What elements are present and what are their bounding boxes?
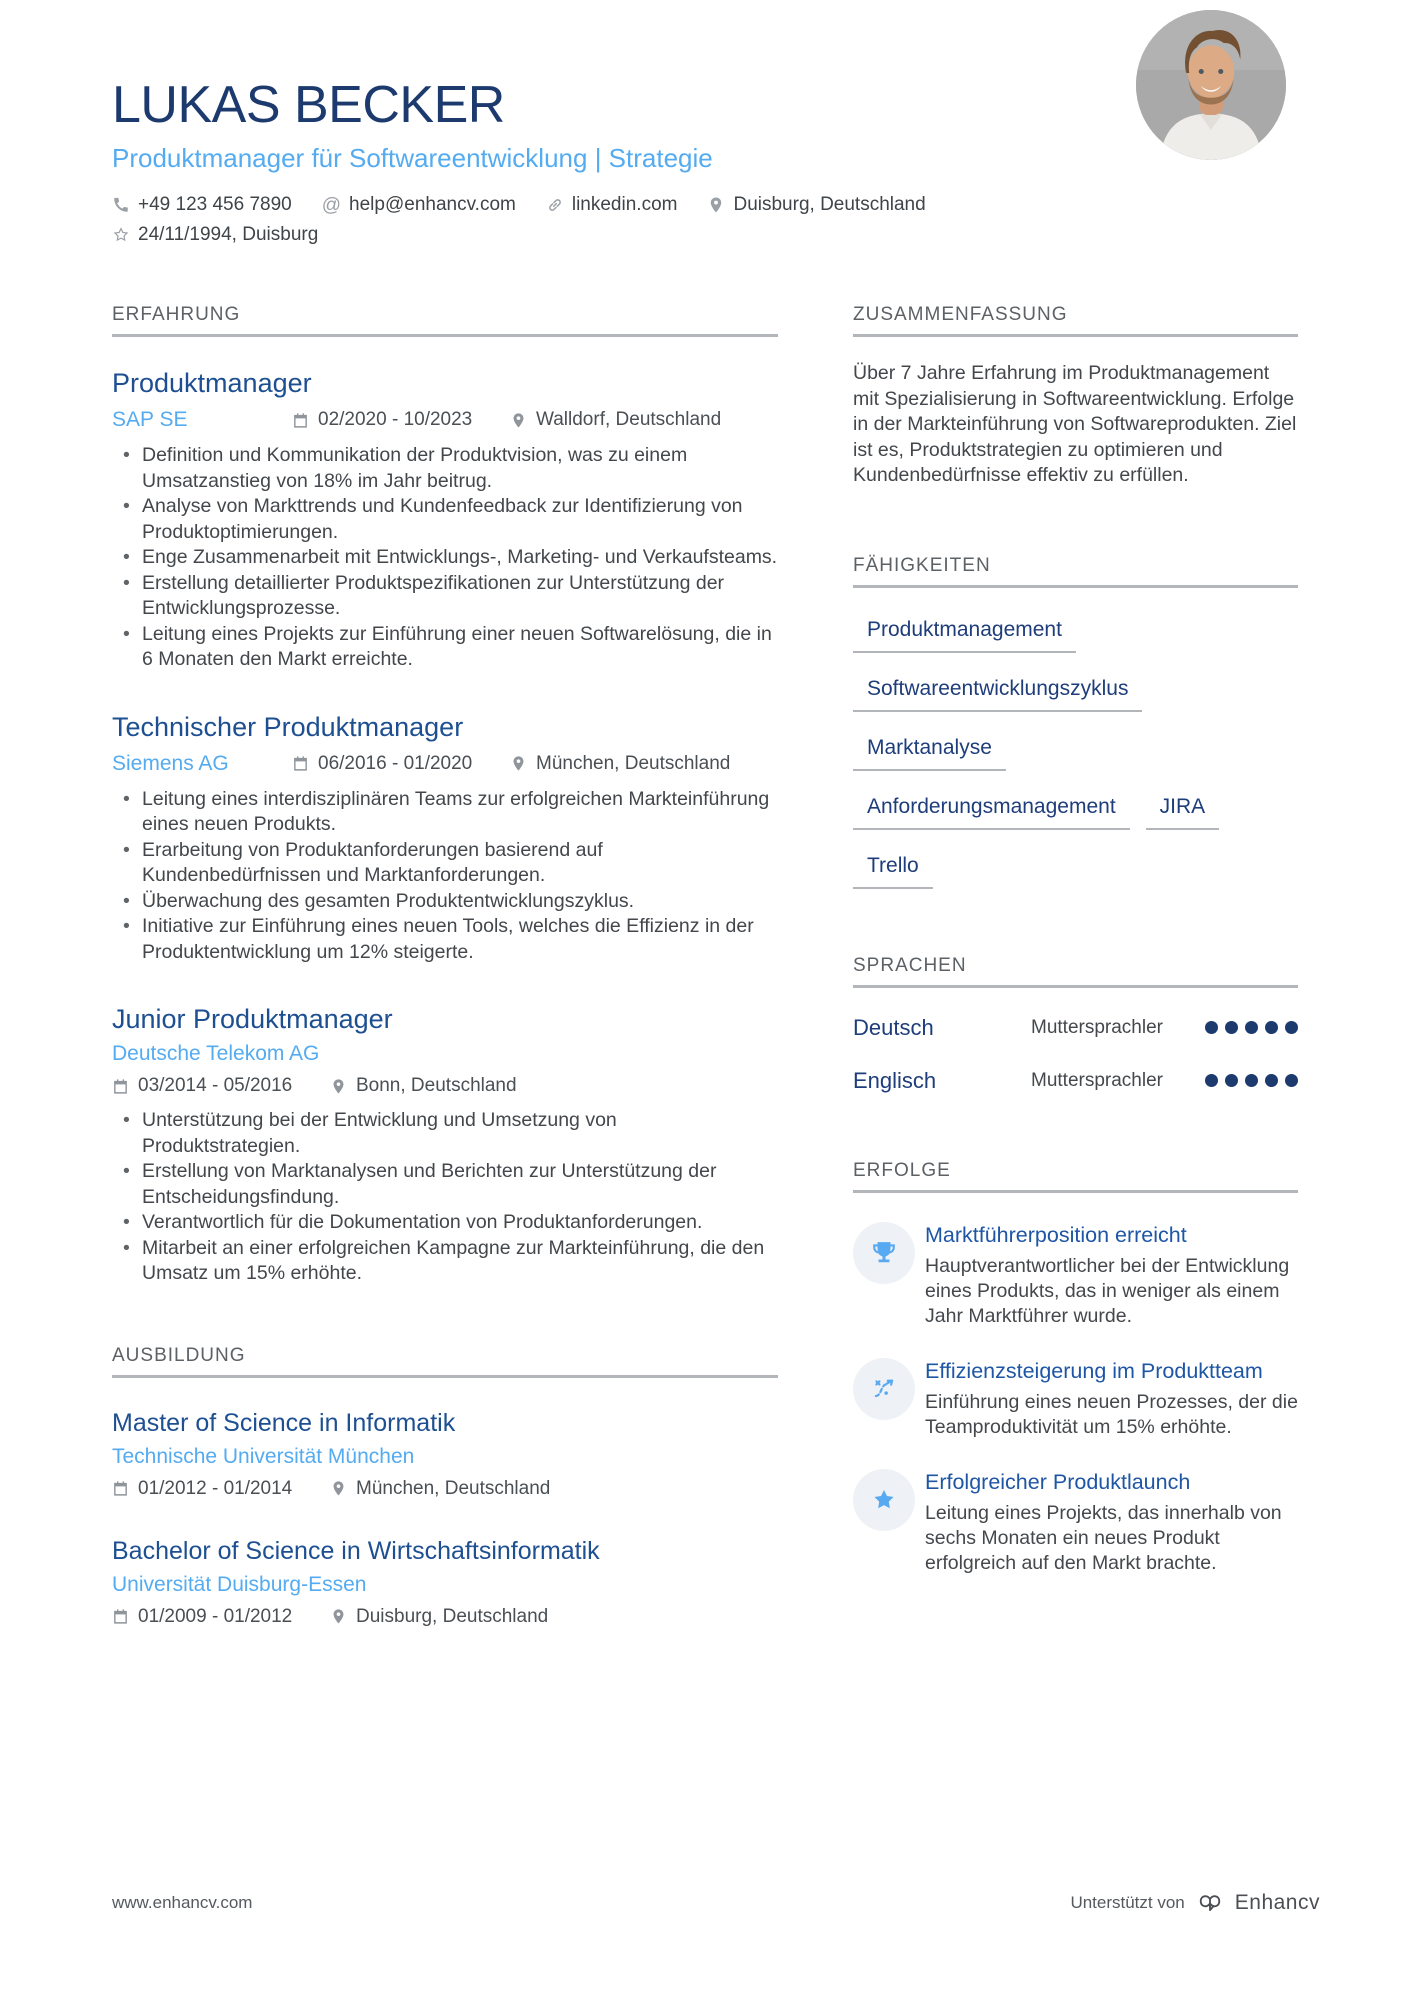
skill-tag: JIRA xyxy=(1146,771,1220,830)
calendar-icon xyxy=(112,1480,129,1497)
achievement-entry xyxy=(853,1222,1298,1329)
degree-entry xyxy=(112,1536,778,1628)
rating-dot xyxy=(1265,1074,1278,1087)
contact-info xyxy=(112,192,1298,248)
phone-number: +49 123 456 7890 xyxy=(138,194,292,215)
achievement-title: Marktführerposition erreicht xyxy=(925,1222,1187,1247)
languages-section xyxy=(853,955,1298,1094)
bullet-item: • Unterstützung bei der Entwicklung und Umsetzung von Produktstrategien. xyxy=(112,1108,778,1159)
language-level: Muttersprachler xyxy=(1031,1069,1163,1091)
language-row xyxy=(853,1015,1298,1041)
achievements-section xyxy=(853,1160,1298,1576)
company-name: Deutsche Telekom AG xyxy=(112,1042,320,1065)
school-name: Universität Duisburg-Essen xyxy=(112,1572,367,1596)
summary-section xyxy=(853,304,1298,489)
contact-phone xyxy=(112,192,292,218)
powered-by-label: Unterstützt von xyxy=(1070,1893,1185,1912)
location-text: Duisburg, Deutschland xyxy=(733,194,926,215)
bullet-item: • Enge Zusammenarbeit mit Entwicklungs-, Marketing- und Verkaufsteams. xyxy=(112,545,778,571)
location-icon xyxy=(707,196,725,214)
skills-heading: FÄHIGKEITEN xyxy=(853,555,1298,588)
bullet-item: • Initiative zur Einführung eines neuen Tools, welches die Effizienz in der Produktentwicklung um 12% steigerte. xyxy=(112,914,778,965)
bullet-item: • Erstellung von Marktanalysen und Berichten zur Unterstützung der Entscheidungsfindung. xyxy=(112,1159,778,1210)
right-column xyxy=(853,304,1298,1628)
calendar-icon xyxy=(292,755,309,772)
linkedin-link[interactable]: linkedin.com xyxy=(571,194,678,215)
achievement-entry xyxy=(853,1358,1298,1440)
bullet-item: • Mitarbeit an einer erfolgreichen Kampagne zur Markteinführung, die den Umsatz um 15% erhöhte. xyxy=(112,1236,778,1287)
job-dates: 02/2020 - 10/2023 xyxy=(292,409,510,431)
skill-tag: Produktmanagement xyxy=(853,594,1076,653)
skill-tag: Trello xyxy=(853,830,933,889)
language-row xyxy=(853,1068,1298,1094)
job-location: Bonn, Deutschland xyxy=(330,1075,517,1097)
degree-title: Bachelor of Science in Wirtschaftsinformatik xyxy=(112,1536,600,1565)
experience-section xyxy=(112,304,778,1287)
email-address[interactable]: help@enhancv.com xyxy=(349,194,516,215)
job-dates: 03/2014 - 05/2016 xyxy=(112,1075,330,1097)
company-name: SAP SE xyxy=(112,408,188,431)
column-gap xyxy=(778,304,853,1628)
bullet-item: • Erarbeitung von Produktanforderungen basierend auf Kundenbedürfnissen und Marktanforderungen. xyxy=(112,838,778,889)
enhancv-brand: Enhancv xyxy=(1234,1891,1320,1914)
footer-website[interactable]: www.enhancv.com xyxy=(112,1893,253,1912)
bullet-item: • Verantwortlich für die Dokumentation von Produktanforderungen. xyxy=(112,1210,778,1236)
rating-dot xyxy=(1285,1021,1298,1034)
job-dates: 06/2016 - 01/2020 xyxy=(292,753,510,775)
experience-heading: ERFAHRUNG xyxy=(112,304,778,337)
phone-icon xyxy=(112,196,130,214)
achievement-title: Effizienzsteigerung im Produktteam xyxy=(925,1358,1263,1383)
job-entry xyxy=(112,1003,778,1287)
rating-dot xyxy=(1205,1021,1218,1034)
degree-entry xyxy=(112,1408,778,1500)
achievement-entry xyxy=(853,1469,1298,1576)
achievement-text: Leitung eines Projekts, das innerhalb von sechs Monaten ein neues Produkt erfolgreich auf den Markt brachte. xyxy=(925,1501,1282,1574)
company-name: Siemens AG xyxy=(112,751,229,775)
star-icon xyxy=(112,226,130,244)
contact-birthdate xyxy=(112,222,318,248)
rating-dot xyxy=(1245,1074,1258,1087)
location-icon xyxy=(510,412,527,429)
profile-photo xyxy=(1136,10,1286,160)
enhancv-logo-icon xyxy=(1195,1891,1225,1915)
birthdate-text: 24/11/1994, Duisburg xyxy=(138,224,319,245)
at-icon: @ xyxy=(321,194,342,216)
portrait-illustration xyxy=(1136,10,1286,160)
location-icon xyxy=(510,755,527,772)
summary-heading: ZUSAMMENFASSUNG xyxy=(853,304,1298,337)
bullet-item: • Erstellung detaillierter Produktspezifikationen zur Unterstützung der Entwicklungsprozesse. xyxy=(112,571,778,622)
calendar-icon xyxy=(112,1608,129,1625)
bullet-item: • Definition und Kommunikation der Produktvision, was zu einem Umsatzanstieg von 18% im Jahr beitrug. xyxy=(112,443,778,494)
rating-dot xyxy=(1225,1021,1238,1034)
job-title: Junior Produktmanager xyxy=(112,1004,393,1034)
headline: Produktmanager für Softwareentwicklung | Strategie xyxy=(112,143,713,173)
skills-list xyxy=(853,594,1298,889)
header xyxy=(112,0,1298,248)
education-section xyxy=(112,1345,778,1628)
powered-by[interactable] xyxy=(1070,1891,1320,1915)
person-name: LUKAS BECKER xyxy=(112,76,505,134)
rating-dot xyxy=(1225,1074,1238,1087)
job-location: Walldorf, Deutschland xyxy=(510,409,721,431)
job-location: München, Deutschland xyxy=(510,753,730,775)
location-icon xyxy=(330,1078,347,1095)
link-icon xyxy=(546,196,564,214)
footer xyxy=(112,1891,1320,1915)
bullet-item: • Leitung eines interdisziplinären Teams zur erfolgreichen Markteinführung eines neuen Produkts. xyxy=(112,787,778,838)
job-entry xyxy=(112,711,778,966)
skill-tag: Softwareentwicklungszyklus xyxy=(853,653,1142,712)
school-name: Technische Universität München xyxy=(112,1444,415,1468)
rating-dot xyxy=(1245,1021,1258,1034)
language-rating-dots xyxy=(1205,1074,1298,1087)
trophy-icon xyxy=(853,1222,915,1284)
degree-title: Master of Science in Informatik xyxy=(112,1408,456,1437)
location-icon xyxy=(330,1480,347,1497)
bullet-item: • Überwachung des gesamten Produktentwicklungszyklus. xyxy=(112,889,778,915)
job-bullets xyxy=(112,443,778,673)
skill-tag: Marktanalyse xyxy=(853,712,1006,771)
degree-dates: 01/2012 - 01/2014 xyxy=(112,1478,330,1500)
skills-section xyxy=(853,555,1298,889)
degree-location: Duisburg, Deutschland xyxy=(330,1606,548,1628)
degree-location: München, Deutschland xyxy=(330,1478,550,1500)
summary-text: Über 7 Jahre Erfahrung im Produktmanagement mit Spezialisierung in Softwareentwicklung. Erfolge in der Markteinführung von Softwareprodukten. Ziel ist es, Produktstrategien zu optimieren und Kundenbedürfnisse effektiv zu erfüllen. xyxy=(853,362,1297,486)
job-bullets xyxy=(112,1108,778,1287)
language-name: Englisch xyxy=(853,1067,937,1093)
achievements-heading: ERFOLGE xyxy=(853,1160,1298,1193)
job-title: Produktmanager xyxy=(112,368,312,398)
contact-email[interactable] xyxy=(322,192,516,218)
contact-linkedin[interactable] xyxy=(546,192,678,218)
body-columns xyxy=(112,304,1298,1628)
language-name: Deutsch xyxy=(853,1014,934,1040)
language-rating-dots xyxy=(1205,1021,1298,1034)
rating-dot xyxy=(1265,1021,1278,1034)
job-title: Technischer Produktmanager xyxy=(112,711,464,742)
skill-tag: Anforderungsmanagement xyxy=(853,771,1130,830)
bullet-item: • Analyse von Markttrends und Kundenfeedback zur Identifizierung von Produktoptimierungen. xyxy=(112,494,778,545)
strategy-icon xyxy=(853,1358,915,1420)
calendar-icon xyxy=(292,412,309,429)
contact-location xyxy=(707,192,925,218)
achievement-title: Erfolgreicher Produktlaunch xyxy=(925,1469,1191,1494)
achievement-text: Hauptverantwortlicher bei der Entwicklung eines Produkts, das in weniger als einem Jahr Marktführer wurde. xyxy=(925,1254,1290,1327)
language-level: Muttersprachler xyxy=(1031,1016,1163,1038)
star-icon xyxy=(853,1469,915,1531)
bullet-item: • Leitung eines Projekts zur Einführung einer neuen Softwarelösung, die in 6 Monaten den Markt erreichte. xyxy=(112,622,778,673)
degree-dates: 01/2009 - 01/2012 xyxy=(112,1606,330,1628)
job-entry xyxy=(112,367,778,673)
languages-heading: SPRACHEN xyxy=(853,955,1298,988)
left-column xyxy=(112,304,778,1628)
rating-dot xyxy=(1205,1074,1218,1087)
job-bullets xyxy=(112,787,778,966)
location-icon xyxy=(330,1608,347,1625)
achievement-text: Einführung eines neuen Prozesses, der die Teamproduktivität um 15% erhöhte. xyxy=(925,1390,1298,1438)
education-heading: AUSBILDUNG xyxy=(112,1345,778,1378)
calendar-icon xyxy=(112,1078,129,1095)
rating-dot xyxy=(1285,1074,1298,1087)
